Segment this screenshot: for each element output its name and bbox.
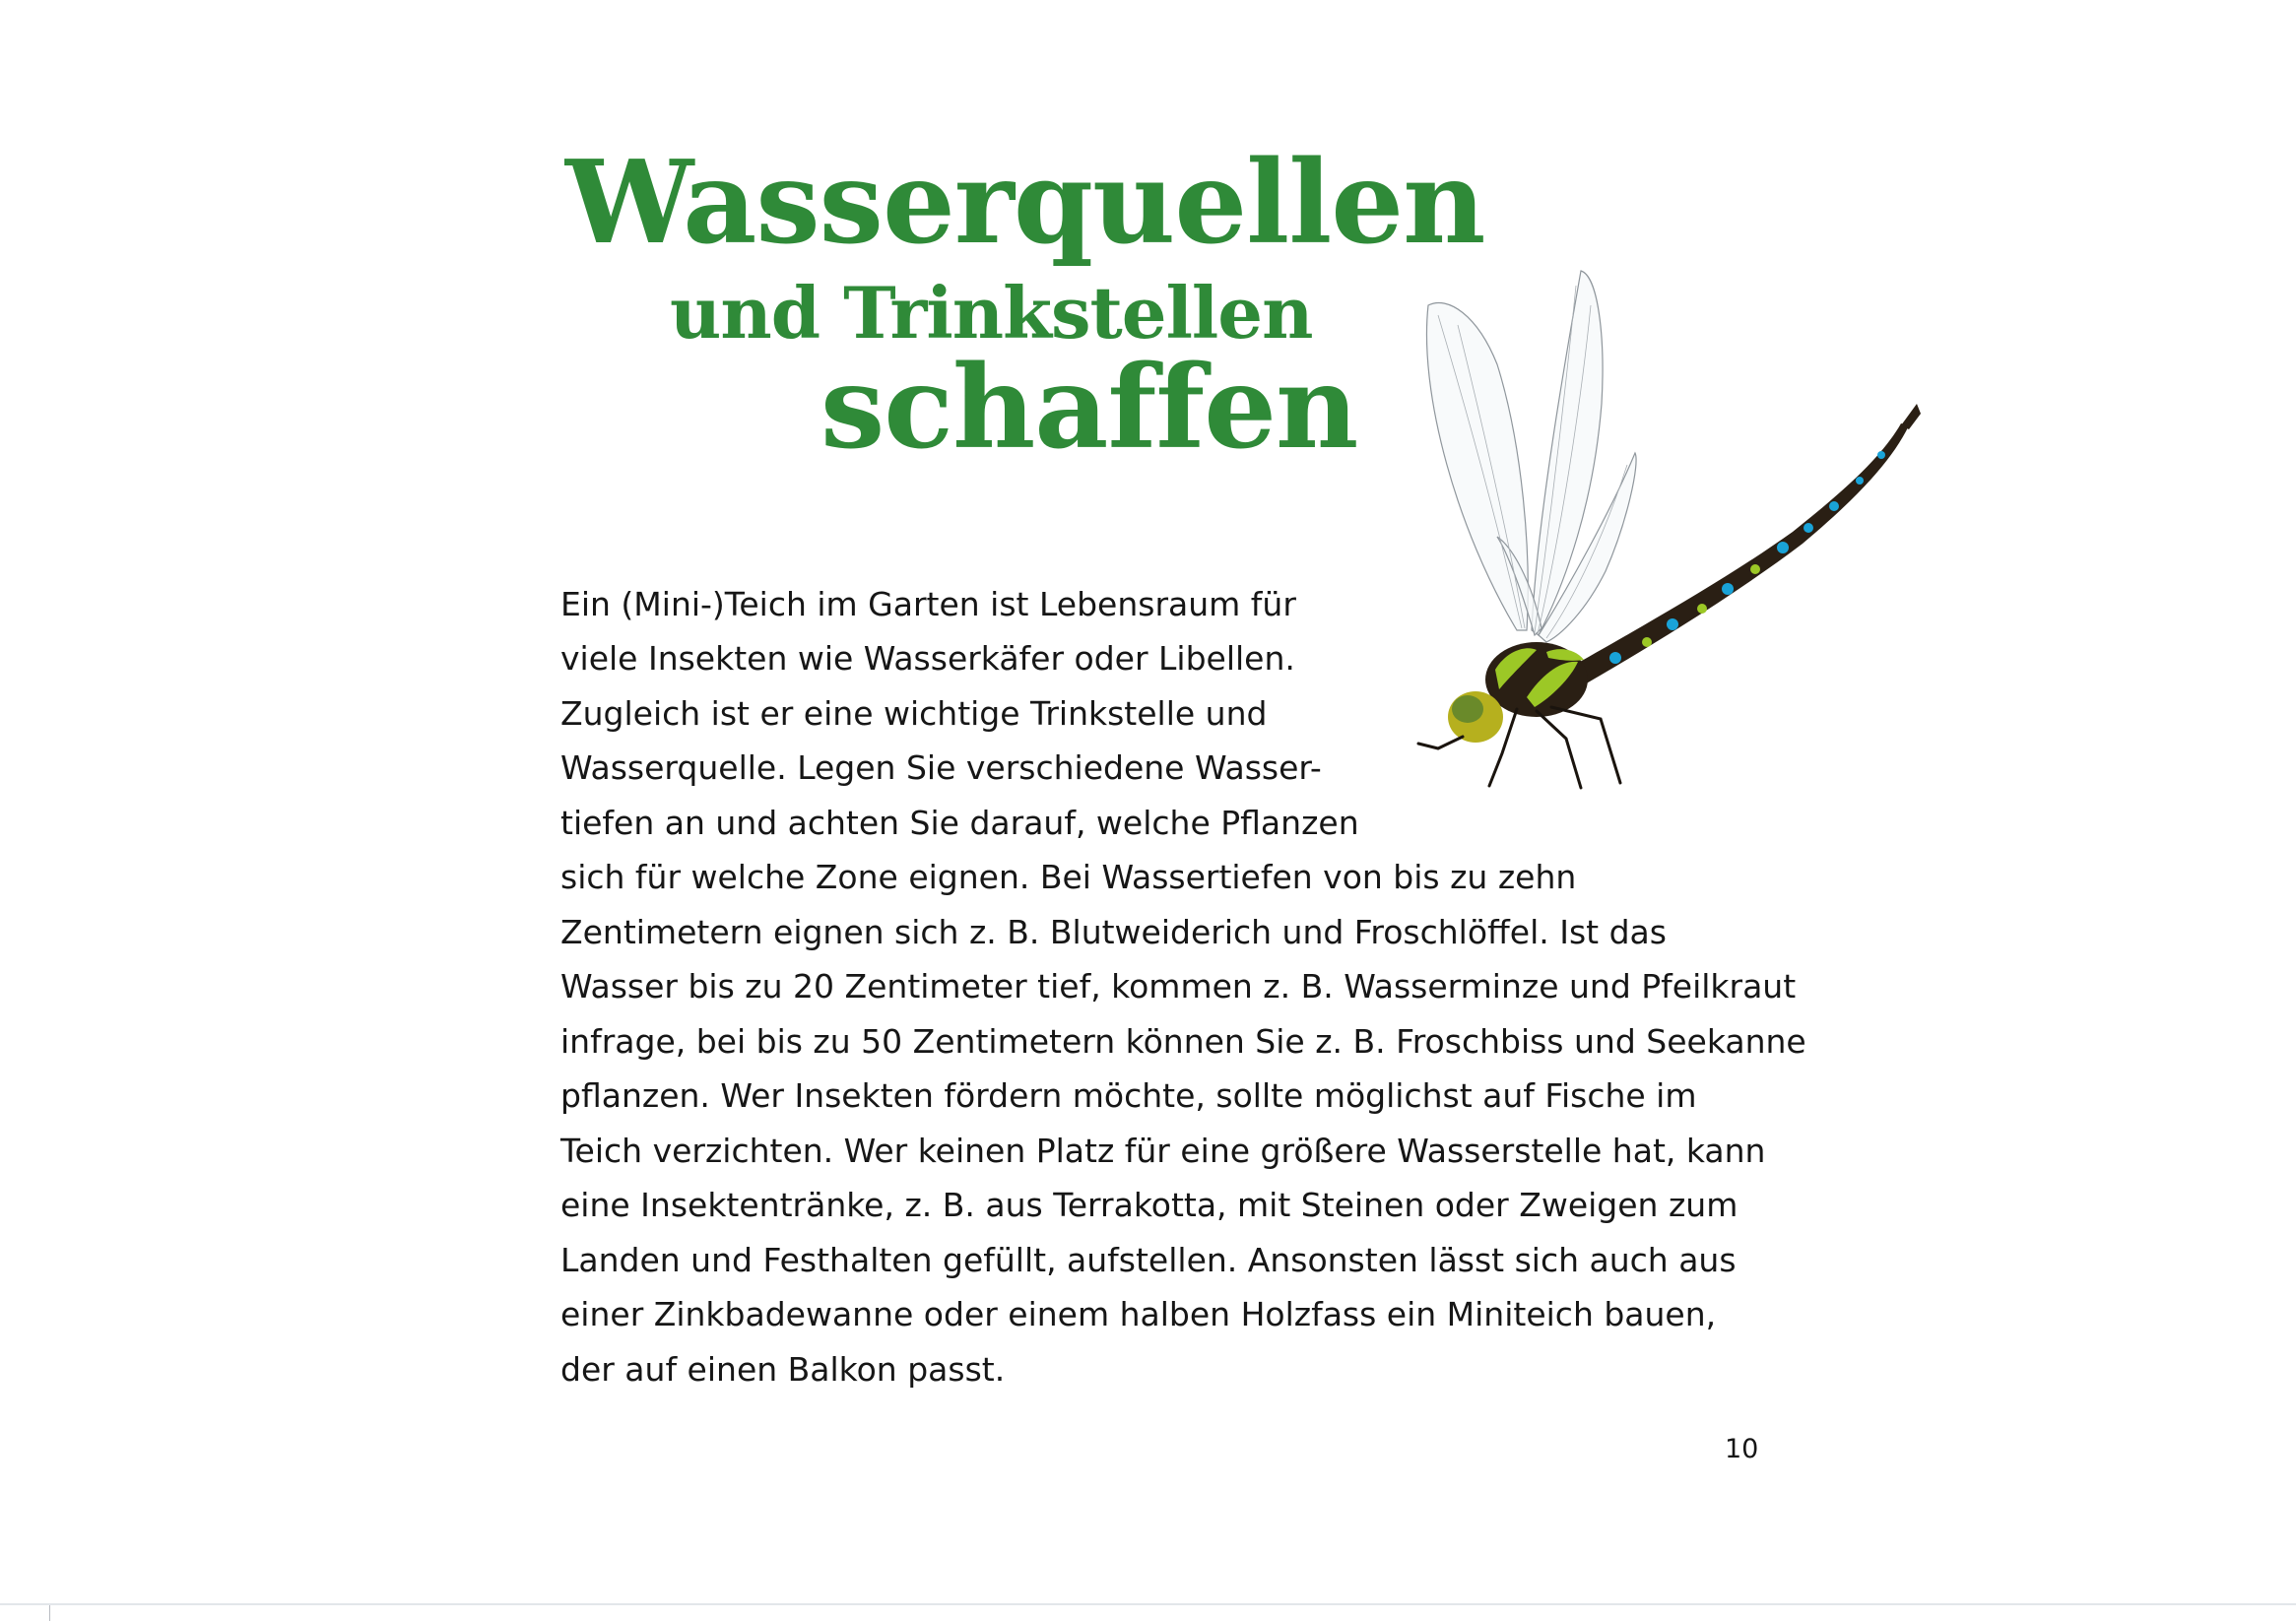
dragonfly-eye [1452,695,1483,723]
body-line: Wasserquelle. Legen Sie verschiedene Wasser- [560,748,1322,787]
body-line: Landen und Festhalten gefüllt, aufstellen. Ansonsten lässt sich auch aus [560,1241,1737,1279]
body-line: Wasser bis zu 20 Zentimeter tief, kommen z. B. Wasserminze und Pfeilkraut [560,967,1797,1005]
body-line: Zentimetern eignen sich z. B. Blutweiderich und Froschlöffel. Ist das [560,913,1667,951]
body-line: infrage, bei bis zu 50 Zentimetern können Sie z. B. Froschbiss und Seekanne [560,1022,1806,1061]
title-line-1: Wasserquellen [565,136,1485,270]
title-line-3: schaffen [820,341,1358,475]
body-line: viele Insekten wie Wasserkäfer oder Libellen. [560,639,1295,678]
body-line: tiefen an und achten Sie darauf, welche Pflanzen [560,804,1359,842]
scan-tick-mark [49,1605,50,1621]
body-line: eine Insektentränke, z. B. aus Terrakotta, mit Steinen oder Zweigen zum [560,1186,1738,1224]
dragonfly-image [1369,256,1940,817]
title-line-2: und Trinkstellen [670,271,1313,355]
dragonfly-abdomen [1566,423,1909,689]
body-line: einer Zinkbadewanne oder einem halben Holzfass ein Miniteich bauen, [560,1295,1717,1333]
scan-edge-line [0,1603,2296,1605]
body-line: Teich verzichten. Wer keinen Platz für eine größere Wasserstelle hat, kann [560,1132,1766,1170]
body-line: sich für welche Zone eignen. Bei Wassertiefen von bis zu zehn [560,858,1577,896]
body-line: Zugleich ist er eine wichtige Trinkstelle und [560,694,1268,733]
body-line: der auf einen Balkon passt. [560,1350,1006,1389]
body-line: Ein (Mini-)Teich im Garten ist Lebensraum für [560,585,1296,623]
page-number: 10 [1725,1434,1759,1464]
dragonfly-tail-tip [1901,404,1921,429]
body-line: pflanzen. Wer Insekten fördern möchte, sollte möglichst auf Fische im [560,1076,1697,1115]
